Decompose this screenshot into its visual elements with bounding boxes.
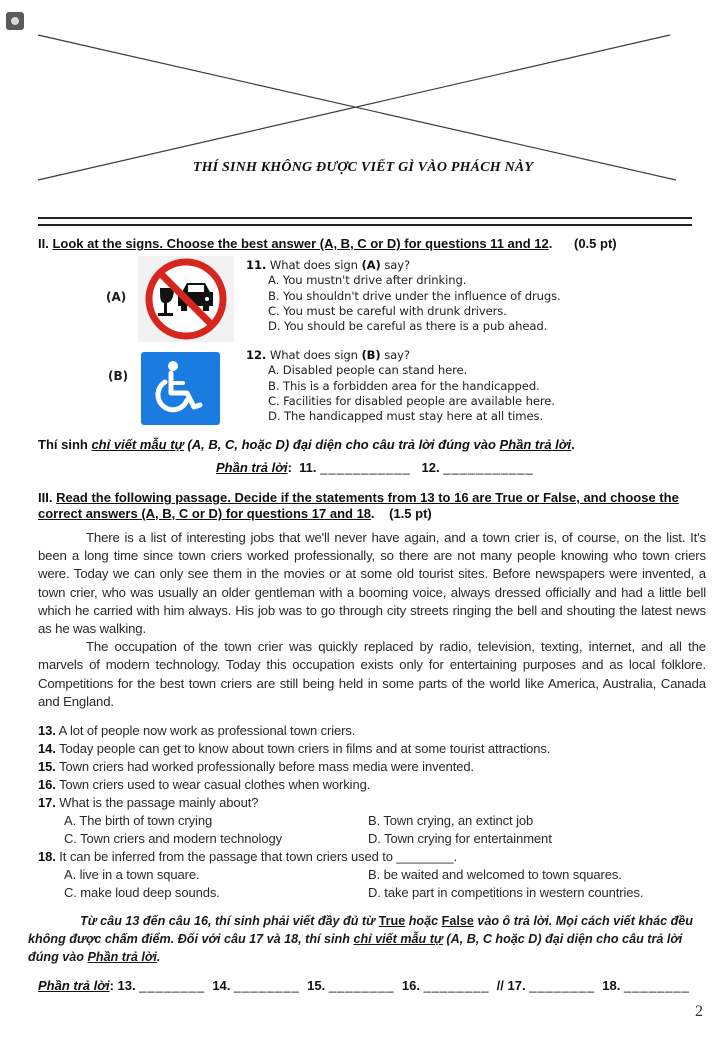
statement-text: Town criers used to wear casual clothes when working. <box>59 777 371 792</box>
answer-blank-18[interactable]: ________ <box>624 978 690 993</box>
option-12-d: D. The handicapped must stay here at all times. <box>268 409 544 424</box>
option-17-b: B. Town crying, an extinct job <box>368 813 534 828</box>
option-18-d: D. take part in competitions in western countries. <box>368 885 644 900</box>
statement-13 <box>38 722 708 740</box>
question-17-options-row-1 <box>38 812 708 830</box>
answer-num-18: 18. <box>602 978 621 993</box>
sign-b-label: (B) <box>108 369 129 383</box>
answer-blank-11[interactable]: ___________ <box>320 460 411 475</box>
section-3-points: (1.5 pt) <box>389 506 432 521</box>
question-17-options-row-2 <box>38 830 708 848</box>
note-end: . <box>571 437 575 452</box>
note-text: Thí sinh <box>38 437 92 452</box>
question-number: 17. <box>38 795 56 810</box>
questions-list <box>38 722 708 902</box>
statement-15 <box>38 758 708 776</box>
passage-paragraph-2: The occupation of the town crier was quickly replaced by radio, television, texting, internet, and all the marvels of modern technology. Today this occupation exists only for entertaining purposes and as local folklore. Competitions for the best town criers are still being held in some parts of the world like America, Australia, Canada and England. <box>38 639 706 709</box>
answer-blank-16[interactable]: ________ <box>423 978 490 993</box>
option-18-c: C. make loud deep sounds. <box>64 885 220 900</box>
option-17-d: D. Town crying for entertainment <box>368 831 552 846</box>
section-2-title: Look at the signs. Choose the best answer (A, B, C or D) for questions 11 and 12 <box>52 236 549 251</box>
option-17-c: C. Town criers and modern technology <box>64 831 282 846</box>
question-18-options-row-1 <box>38 866 708 884</box>
note-text-mid: (A, B, C, hoặc D) đại diện cho câu trả lời đúng vào <box>183 437 500 452</box>
sign-a-label: (A) <box>106 290 127 304</box>
instruction-answer-ref: Phần trả lời <box>87 950 157 964</box>
section-2-title-end: . <box>548 236 553 251</box>
section-2-note <box>38 437 575 452</box>
answer-num-15: 15. <box>307 978 326 993</box>
question-text-end: say? <box>384 348 410 362</box>
note-answer-ref: Phần trả lời <box>499 437 572 452</box>
section-2-answer-line <box>216 460 534 475</box>
page-number: 2 <box>695 1003 703 1020</box>
answer-num-17: // 17. <box>496 978 526 993</box>
statement-text: Today people can get to know about town criers in films and at some tourist attractions. <box>59 741 551 756</box>
instruction-text-3: vào ô trả lời. Mọi cách viết khác đều không được chấm điểm. Đối với câu 17 và 18, thí sinh <box>28 914 693 946</box>
answer-blank-13[interactable]: ________ <box>139 978 206 993</box>
answer-label: Phần trả lời <box>216 460 288 475</box>
statement-number: 13. <box>38 723 56 738</box>
statement-number: 15. <box>38 759 56 774</box>
option-11-c: C. You must be careful with drunk drivers. <box>268 303 507 318</box>
question-text: It can be inferred from the passage that town criers used to ________. <box>59 849 457 864</box>
option-18-b: B. be waited and welcomed to town squares. <box>368 867 622 882</box>
section-3-title-end: . <box>371 506 375 521</box>
instruction-end: . <box>156 950 161 964</box>
phach-warning: THÍ SINH KHÔNG ĐƯỢC VIẾT GÌ VÀO PHÁCH NÀY <box>192 160 534 175</box>
question-ref: (A) <box>361 258 381 272</box>
instruction-emphasis: chỉ viết mẫu tự <box>353 932 443 946</box>
double-divider <box>38 217 692 226</box>
question-ref: (B) <box>361 348 381 362</box>
question-11 <box>246 258 561 334</box>
statement-text: A lot of people now work as professional town criers. <box>58 723 356 738</box>
option-17-a: A. The birth of town crying <box>64 813 213 828</box>
question-text: What does sign <box>269 258 358 272</box>
option-12-a: A. Disabled people can stand here. <box>268 363 468 378</box>
question-number: 18. <box>38 849 56 864</box>
question-11-stem <box>246 258 561 273</box>
answer-blank-12[interactable]: ___________ <box>443 460 534 475</box>
answer-blank-17[interactable]: ________ <box>529 978 596 993</box>
option-12-b: B. This is a forbidden area for the handicapped. <box>268 378 540 393</box>
section-3-roman: III. <box>38 490 53 505</box>
instruction-text-1: Từ câu 13 đến câu 16, thí sinh phải viết đầy đủ từ <box>80 914 379 928</box>
no-drink-driving-sign-icon <box>138 256 234 342</box>
instruction-text-4: (A, B, C hoặc D) đại diện cho câu trả lời đúng vào <box>28 932 683 964</box>
question-text: What is the passage mainly about? <box>59 795 259 810</box>
question-12-stem <box>246 348 555 363</box>
section-2-roman: II. <box>38 236 49 251</box>
answer-blank-15[interactable]: ________ <box>328 978 395 993</box>
question-18-options-row-2 <box>38 884 708 902</box>
reading-passage <box>38 529 706 711</box>
passage-paragraph-1: There is a list of interesting jobs that we'll never have again, and a town crier is, of course, on the list. It's been a long time since town criers worked professionally, so there are not many people knowing who town criers were. Today we can only see them in the movies or at some old tourist sites. Before newspapers were invented, a town crier, who was usually an older gentleman with a booming voice, always dressed officially and had a little bell which he carried with him always. His job was to go through city streets ringing the bell and shouting the latest news as he was walking. <box>38 530 706 637</box>
section-3-instruction <box>28 912 700 966</box>
sign-a-image <box>138 256 234 342</box>
answer-num-12: 12. <box>421 460 440 475</box>
option-11-b: B. You shouldn't drive under the influence of drugs. <box>268 288 561 303</box>
instruction-text-2: hoặc <box>405 914 442 928</box>
answer-blank-14[interactable]: ________ <box>234 978 300 993</box>
option-18-a: A. live in a town square. <box>64 867 200 882</box>
question-number: 12. <box>246 348 267 362</box>
question-17 <box>38 794 708 812</box>
option-12-c: C. Facilities for disabled people are available here. <box>268 393 555 408</box>
answer-colon: : <box>287 460 292 475</box>
statement-number: 14. <box>38 741 56 756</box>
statement-number: 16. <box>38 777 56 792</box>
answer-num-11: 11. <box>299 460 317 475</box>
instruction-false: False <box>441 914 474 928</box>
question-number: 11. <box>246 258 267 272</box>
answer-label: Phần trả lời <box>38 978 110 993</box>
section-3-title: Read the following passage. Decide if the statements from 13 to 16 are True or False, and choose the correct answers (A, B, C or D) for questions 17 and 18 <box>38 490 679 521</box>
answer-colon: : <box>109 978 114 993</box>
statement-14 <box>38 740 708 758</box>
answer-num-14: 14. <box>212 978 231 993</box>
instruction-true: True <box>378 914 406 928</box>
statement-16 <box>38 776 708 794</box>
question-text: What does sign <box>269 348 358 362</box>
question-18 <box>38 848 708 866</box>
section-3-answer-line <box>38 978 690 993</box>
option-11-d: D. You should be careful as there is a pub ahead. <box>268 319 548 334</box>
option-11-a: A. You mustn't drive after drinking. <box>268 273 467 288</box>
wheelchair-accessible-sign-icon <box>141 352 220 425</box>
sign-b-image <box>141 352 220 425</box>
answer-num-13: 13. <box>117 978 136 993</box>
statement-text: Town criers had worked professionally before mass media were invented. <box>59 759 475 774</box>
section-2-heading <box>38 236 617 251</box>
note-emphasis: chỉ viết mẫu tự <box>91 437 184 452</box>
question-text-end: say? <box>384 258 411 272</box>
answer-num-16: 16. <box>401 978 420 993</box>
question-12 <box>246 348 555 424</box>
section-2-points: (0.5 pt) <box>573 236 617 251</box>
section-3-heading <box>38 490 706 522</box>
